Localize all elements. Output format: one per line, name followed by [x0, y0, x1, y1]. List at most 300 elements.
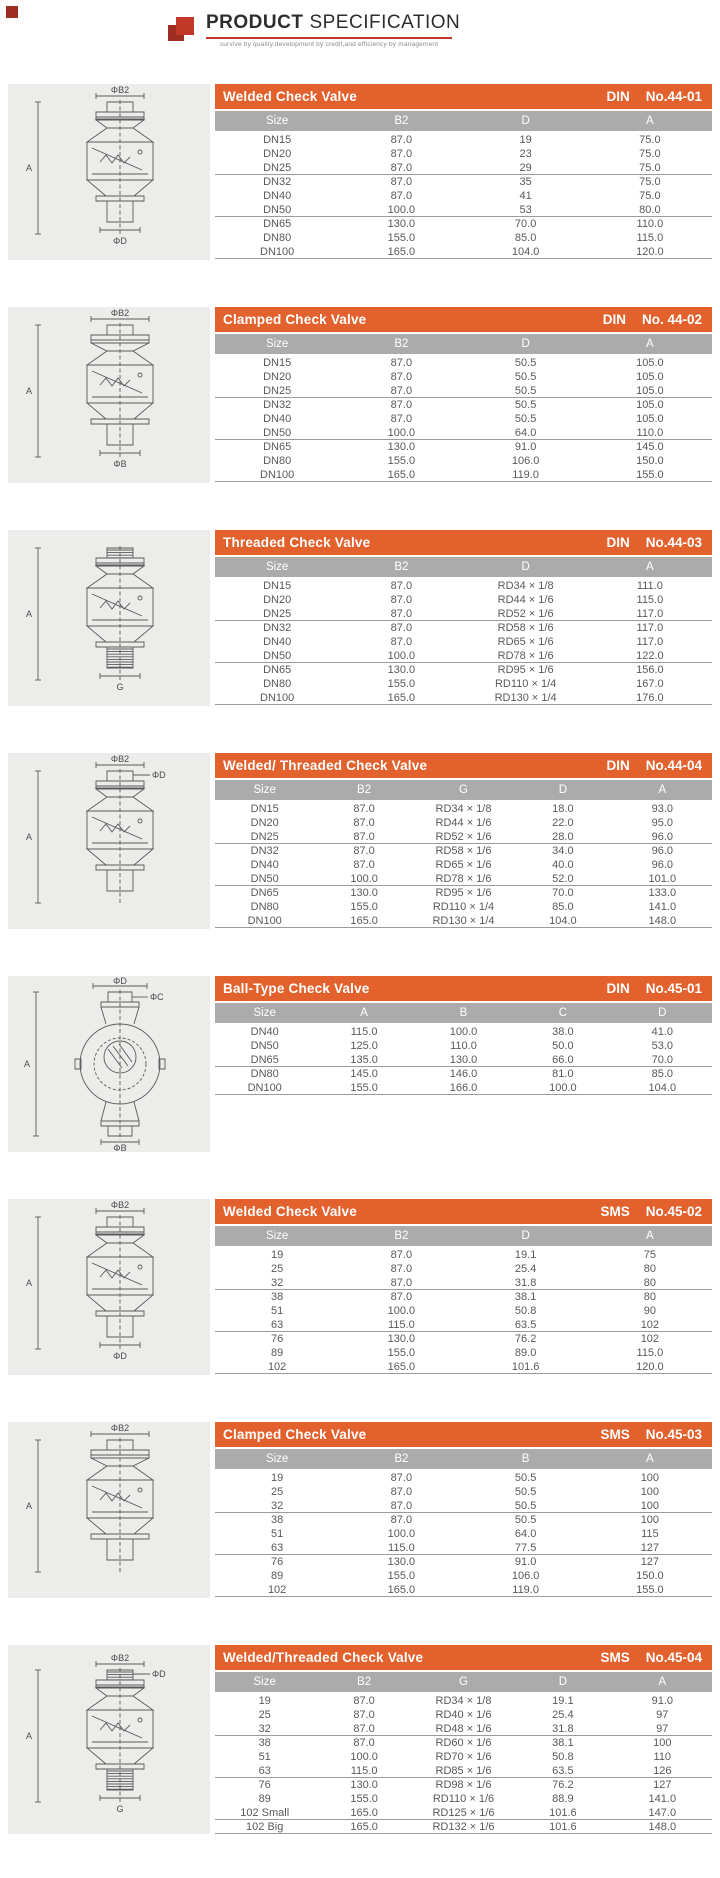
table-cell: 70.0 [514, 218, 537, 230]
table-cell: 29 [519, 161, 532, 174]
table-cell: 165.0 [387, 1583, 416, 1596]
table-row [215, 1527, 712, 1541]
table-cell: DN40 [263, 636, 292, 648]
table-cell: 165.0 [350, 1806, 378, 1819]
spec-table [215, 976, 712, 1152]
table-cell: 87.0 [353, 1737, 375, 1749]
standard-org: DIN [606, 758, 630, 773]
table-title-bar [215, 1645, 712, 1670]
column-header: Size [253, 784, 276, 796]
column-header: B2 [357, 784, 372, 796]
table-row [215, 858, 712, 872]
table-row [215, 663, 712, 677]
spec-section-4 [8, 753, 712, 929]
table-cell: 91.0 [514, 441, 537, 453]
table-row [215, 635, 712, 649]
table-cell: DN80 [263, 678, 292, 690]
spec-table [215, 530, 712, 706]
table-row [215, 1471, 712, 1485]
table-cell: 41.0 [651, 1026, 673, 1038]
table-cell: 167.0 [636, 678, 664, 690]
standard-number: No.45-03 [645, 1427, 702, 1442]
table-row [215, 398, 712, 412]
table-title: Welded/Threaded Check Valve [223, 1650, 424, 1665]
svg-text:ΦB: ΦB [113, 459, 127, 469]
table-row [215, 1583, 712, 1597]
svg-text:G: G [116, 1803, 124, 1814]
table-cell: RD58 × 1/6 [497, 622, 554, 634]
table-row [215, 1820, 712, 1834]
table-row [215, 1778, 712, 1792]
table-cell: 87.0 [390, 134, 413, 146]
valve-technical-drawing [8, 84, 210, 260]
table-cell: 85.0 [651, 1068, 673, 1080]
table-cell: 80.0 [639, 203, 661, 216]
table-cell: 96.0 [651, 845, 673, 857]
table-row [215, 872, 712, 886]
table-row [215, 161, 712, 175]
table-cell: 130.0 [387, 1333, 416, 1345]
table-row [215, 468, 712, 482]
table-cell: 50.5 [514, 1499, 537, 1512]
table-row [215, 1276, 712, 1290]
table-cell: 100.0 [387, 426, 416, 439]
table-cell: 80 [643, 1276, 656, 1289]
table-body [215, 579, 712, 705]
table-row [215, 189, 712, 203]
valve-technical-drawing [8, 1652, 210, 1828]
table-cell: 165.0 [387, 691, 416, 704]
page-title [206, 12, 460, 34]
svg-text:A: A [25, 1501, 32, 1511]
table-title-bar [215, 1422, 712, 1447]
table-title: Welded/ Threaded Check Valve [223, 758, 428, 773]
column-header: G [459, 1676, 468, 1688]
table-cell: 155.0 [350, 901, 378, 913]
table-cell: DN50 [263, 649, 292, 662]
table-cell: DN50 [263, 203, 292, 216]
table-cell: 53.0 [651, 1040, 673, 1052]
column-header: Size [253, 1676, 276, 1688]
table-row [215, 816, 712, 830]
table-cell: 115.0 [636, 1347, 664, 1359]
valve-drawing-panel [8, 753, 210, 929]
table-cell: 50.8 [514, 1305, 537, 1317]
table-row [215, 1067, 712, 1081]
valve-technical-drawing [8, 976, 210, 1152]
table-cell: 91.0 [514, 1556, 537, 1568]
table-cell: 63.5 [552, 1764, 574, 1777]
svg-text:A: A [23, 1059, 30, 1069]
table-cell: 130.0 [387, 441, 416, 453]
table-cell: DN65 [250, 1053, 279, 1066]
table-row [215, 245, 712, 259]
table-cell: 50.0 [552, 1040, 574, 1052]
table-cell: 155.0 [636, 1583, 664, 1596]
table-cell: 106.0 [511, 455, 540, 467]
table-cell: RD85 × 1/6 [435, 1764, 492, 1777]
valve-drawing-panel [8, 84, 210, 260]
table-cell: 147.0 [648, 1806, 677, 1819]
table-title: Clamped Check Valve [223, 1427, 367, 1442]
table-cell: DN100 [260, 468, 295, 481]
table-cell: 100.0 [387, 1305, 416, 1317]
table-cell: RD44 × 1/6 [435, 817, 492, 829]
table-cell: 87.0 [390, 1472, 413, 1484]
column-header-row [215, 1003, 712, 1023]
svg-text:ΦB2: ΦB2 [110, 308, 130, 318]
table-cell: 19 [519, 134, 532, 146]
table-row [215, 175, 712, 189]
column-header: B2 [357, 1676, 372, 1688]
table-cell: 81.0 [552, 1068, 574, 1080]
svg-text:A: A [25, 609, 32, 619]
table-cell: 89.0 [514, 1347, 537, 1359]
table-cell: 31.8 [552, 1722, 574, 1735]
table-cell: 50.5 [514, 413, 537, 425]
standard-org: SMS [600, 1650, 630, 1665]
svg-text:ΦD: ΦD [113, 976, 127, 986]
table-cell: 87.0 [390, 1486, 413, 1498]
table-cell: 105.0 [636, 357, 664, 369]
table-cell: DN15 [250, 803, 279, 815]
table-cell: 127 [640, 1556, 660, 1568]
table-cell: RD52 × 1/6 [497, 607, 554, 620]
spec-table [215, 753, 712, 929]
table-title-bar [215, 1199, 712, 1224]
table-cell: 91.0 [651, 1695, 673, 1707]
table-cell: 87.0 [390, 190, 413, 202]
table-cell: 89 [271, 1570, 284, 1582]
table-cell: 22.0 [552, 817, 574, 829]
table-cell: 87.0 [390, 622, 413, 634]
table-cell: 50.5 [514, 384, 537, 397]
svg-text:ΦB: ΦB [113, 1143, 127, 1152]
table-cell: 87.0 [390, 399, 413, 411]
table-row [215, 914, 712, 928]
table-title-bar [215, 976, 712, 1001]
table-cell: 87.0 [353, 845, 375, 857]
column-header: A [658, 784, 667, 796]
page-title-bold: PRODUCT [206, 12, 304, 33]
table-cell: 115.0 [388, 1318, 415, 1331]
table-cell: 38.0 [552, 1026, 574, 1038]
table-cell: DN50 [250, 872, 279, 885]
table-cell: DN100 [247, 1081, 282, 1094]
spec-section-1 [8, 84, 712, 260]
table-title: Threaded Check Valve [223, 535, 371, 550]
table-cell: 115 [641, 1528, 659, 1540]
table-cell: 95.0 [651, 817, 673, 829]
table-cell: 64.0 [514, 1528, 537, 1540]
column-header: Size [265, 115, 289, 127]
column-header: A [646, 1453, 654, 1465]
table-row [215, 1081, 712, 1095]
table-cell: 155.0 [387, 1570, 416, 1582]
table-cell: 32 [271, 1499, 284, 1512]
table-cell: 100 [640, 1486, 660, 1498]
table-cell: DN40 [250, 859, 279, 871]
table-cell: 166.0 [449, 1081, 478, 1094]
table-cell: RD70 × 1/6 [435, 1751, 492, 1763]
table-row [215, 412, 712, 426]
table-row [215, 384, 712, 398]
standard-label [606, 535, 702, 550]
svg-text:ΦC: ΦC [150, 992, 164, 1002]
valve-technical-drawing [8, 1422, 210, 1598]
table-cell: 77.5 [514, 1541, 537, 1554]
table-cell: DN25 [263, 161, 292, 174]
table-row [215, 1541, 712, 1555]
table-cell: 145.0 [350, 1068, 378, 1080]
table-cell: 25.4 [514, 1263, 537, 1275]
column-header-row [215, 111, 712, 131]
table-cell: 23 [519, 148, 532, 160]
table-cell: 165.0 [387, 468, 416, 481]
table-cell: 110.0 [636, 218, 664, 230]
table-cell: 87.0 [353, 1722, 375, 1735]
spec-section-3 [8, 530, 712, 706]
column-header: Size [253, 1007, 276, 1019]
standard-number: No.45-02 [645, 1204, 702, 1219]
table-cell: 51 [258, 1751, 271, 1763]
column-header-row [215, 1226, 712, 1246]
table-cell: 87.0 [390, 580, 413, 592]
column-header: D [521, 338, 530, 350]
standard-label [606, 981, 702, 996]
table-cell: 130.0 [387, 218, 416, 230]
valve-drawing-panel [8, 1199, 210, 1375]
column-header: D [558, 1676, 568, 1688]
table-cell: 90 [643, 1305, 656, 1317]
valve-drawing-panel [8, 530, 210, 706]
table-cell: 148.0 [648, 914, 677, 927]
table-cell: 70.0 [651, 1053, 673, 1066]
table-row [215, 593, 712, 607]
table-cell: 100.0 [549, 1081, 577, 1094]
table-title: Ball-Type Check Valve [223, 981, 370, 996]
table-row [215, 1485, 712, 1499]
column-header: B [521, 1453, 530, 1465]
spec-table [215, 84, 712, 260]
standard-org: DIN [606, 981, 630, 996]
table-cell: 155.0 [350, 1081, 378, 1094]
table-cell: 115.0 [350, 1026, 378, 1038]
table-cell: 87.0 [390, 413, 413, 425]
table-cell: 148.0 [648, 1820, 677, 1833]
table-row [215, 1569, 712, 1583]
column-header: D [521, 561, 530, 573]
spec-table [215, 1199, 712, 1375]
table-cell: 141.0 [648, 901, 677, 913]
table-cell: 93.0 [651, 803, 673, 815]
table-cell: 63 [271, 1541, 284, 1554]
table-cell: 104.0 [511, 245, 540, 258]
table-cell: DN50 [250, 1040, 279, 1052]
column-header: D [521, 115, 530, 127]
spec-section-8 [8, 1645, 712, 1834]
table-cell: RD130 × 1/4 [432, 914, 495, 927]
table-cell: 87.0 [353, 1709, 375, 1721]
table-cell: DN32 [263, 176, 292, 188]
table-cell: RD98 × 1/6 [435, 1779, 492, 1791]
column-header-row [215, 780, 712, 800]
table-cell: 101.0 [648, 872, 677, 885]
column-header: A [658, 1676, 667, 1688]
spec-section-6 [8, 1199, 712, 1375]
table-row [215, 1555, 712, 1569]
table-cell: 97 [656, 1722, 669, 1735]
table-cell: 102 [267, 1583, 287, 1596]
table-row [215, 844, 712, 858]
table-row [215, 649, 712, 663]
svg-text:ΦB2: ΦB2 [110, 1200, 130, 1210]
table-body [215, 356, 712, 482]
table-cell: 120.0 [636, 1360, 664, 1373]
table-cell: 100.0 [387, 1528, 416, 1540]
table-cell: 130.0 [350, 1779, 378, 1791]
table-cell: 76.2 [514, 1333, 537, 1345]
table-cell: DN80 [263, 232, 292, 244]
table-row [215, 677, 712, 691]
table-cell: DN15 [263, 357, 292, 369]
table-cell: DN80 [263, 455, 292, 467]
column-header: A [646, 1230, 654, 1242]
standard-label [606, 89, 702, 104]
svg-text:ΦD: ΦD [113, 236, 127, 246]
table-cell: 70.0 [552, 887, 574, 899]
table-cell: 165.0 [387, 245, 416, 258]
column-header: A [646, 561, 654, 573]
table-row [215, 217, 712, 231]
table-row [215, 1360, 712, 1374]
svg-text:A: A [25, 832, 32, 842]
table-cell: 117.0 [636, 607, 664, 620]
table-title-bar [215, 84, 712, 109]
column-header: B2 [394, 1230, 409, 1242]
svg-text:A: A [25, 386, 32, 396]
column-header: D [521, 1230, 530, 1242]
table-cell: 19 [271, 1472, 284, 1484]
table-cell: 105.0 [636, 384, 664, 397]
table-cell: 115.0 [350, 1764, 378, 1777]
column-header: B [459, 1007, 468, 1019]
table-row [215, 1750, 712, 1764]
table-cell: DN50 [263, 426, 292, 439]
table-cell: 102 [267, 1360, 287, 1373]
table-row [215, 203, 712, 217]
logo-front-square [176, 17, 194, 35]
table-cell: RD95 × 1/6 [435, 887, 492, 899]
valve-technical-drawing [8, 307, 210, 483]
table-cell: 155.0 [387, 678, 416, 690]
table-cell: 63 [271, 1318, 284, 1331]
table-row [215, 147, 712, 161]
table-cell: 125.0 [350, 1040, 378, 1052]
table-cell: 80 [643, 1263, 656, 1275]
table-cell: DN25 [263, 384, 292, 397]
table-cell: 89 [258, 1793, 271, 1805]
table-cell: DN65 [250, 887, 279, 899]
table-cell: 127 [653, 1779, 672, 1791]
page-title-light: SPECIFICATION [309, 12, 461, 33]
table-row [215, 1262, 712, 1276]
table-cell: 38 [271, 1291, 284, 1303]
table-cell: RD110 × 1/4 [494, 678, 557, 690]
table-cell: 63.5 [514, 1318, 537, 1331]
table-cell: 87.0 [390, 636, 413, 648]
table-cell: 76 [271, 1556, 284, 1568]
table-cell: 75.0 [639, 161, 661, 174]
svg-text:A: A [25, 1730, 32, 1741]
table-cell: 34.0 [552, 845, 574, 857]
table-cell: 104.0 [648, 1081, 677, 1094]
svg-text:ΦB2: ΦB2 [110, 85, 130, 95]
table-cell: 101.6 [549, 1806, 577, 1819]
table-title: Clamped Check Valve [223, 312, 367, 327]
table-cell: RD34 × 1/8 [435, 803, 492, 815]
table-cell: 87.0 [390, 1291, 413, 1303]
valve-drawing-panel [8, 1422, 210, 1598]
table-cell: 40.0 [552, 859, 574, 871]
table-cell: 50.5 [514, 371, 537, 383]
table-row [215, 900, 712, 914]
table-cell: 126 [653, 1764, 672, 1777]
table-cell: RD65 × 1/6 [435, 859, 492, 871]
table-cell: DN20 [263, 148, 292, 160]
table-cell: 41 [519, 190, 532, 202]
svg-text:ΦD: ΦD [152, 770, 166, 780]
table-cell: 156.0 [636, 664, 664, 676]
table-cell: DN40 [263, 413, 292, 425]
table-row [215, 802, 712, 816]
brand-logo-icon [168, 15, 198, 47]
table-row [215, 356, 712, 370]
table-cell: 146.0 [449, 1068, 478, 1080]
table-cell: 119.0 [512, 1583, 539, 1596]
table-cell: 87.0 [390, 384, 413, 397]
table-row [215, 691, 712, 705]
table-cell: 115.0 [636, 232, 664, 244]
table-body [215, 1025, 712, 1095]
table-row [215, 1290, 712, 1304]
table-cell: 100.0 [387, 203, 416, 216]
table-cell: 100 [640, 1472, 660, 1484]
page-header [0, 0, 720, 80]
table-cell: 101.6 [511, 1360, 540, 1373]
table-row [215, 1513, 712, 1527]
table-cell: 96.0 [651, 859, 673, 871]
table-cell: 100.0 [350, 872, 378, 885]
column-header: Size [265, 338, 289, 350]
table-row [215, 830, 712, 844]
table-cell: 100 [640, 1514, 660, 1526]
table-cell: DN25 [250, 830, 279, 843]
table-cell: 105.0 [636, 371, 664, 383]
table-cell: 100 [640, 1499, 660, 1512]
table-cell: 135.0 [350, 1053, 378, 1066]
corner-mark [6, 6, 18, 18]
table-cell: DN25 [263, 607, 292, 620]
valve-drawing-panel [8, 976, 210, 1152]
standard-label [600, 1204, 702, 1219]
table-cell: 87.0 [390, 1249, 413, 1261]
table-cell: 100 [653, 1737, 672, 1749]
table-cell: 50.5 [514, 357, 537, 369]
svg-text:A: A [25, 163, 32, 173]
table-cell: RD40 × 1/6 [435, 1709, 492, 1721]
table-cell: RD95 × 1/6 [497, 664, 554, 676]
